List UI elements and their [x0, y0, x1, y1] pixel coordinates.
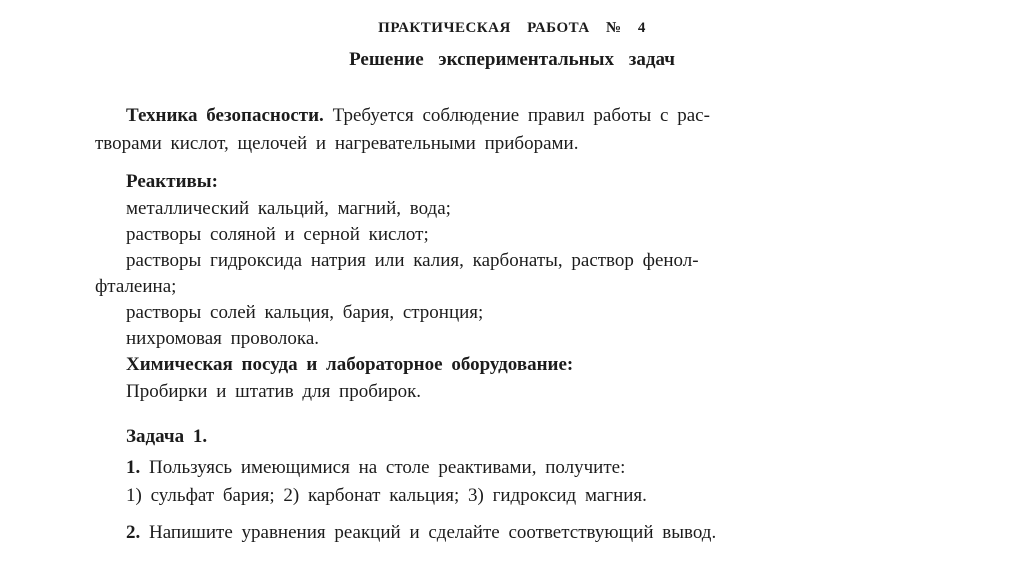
- safety-heading: Техника безопасности.: [126, 105, 324, 126]
- task-item-1-number: 1.: [126, 457, 141, 478]
- task-heading: Задача 1.: [126, 426, 208, 447]
- page-title: ПРАКТИЧЕСКАЯ РАБОТА № 4: [378, 20, 646, 36]
- reagents-heading: Реактивы:: [126, 171, 218, 192]
- reagents-line-1: металлический кальций, магний, вода;: [126, 198, 451, 219]
- task-item-2-text: Напишите уравнения реакций и сделайте соответствующий вывод.: [149, 522, 717, 543]
- reagents-line-6: нихромовая проволока.: [126, 328, 320, 349]
- page-subtitle: Решение экспериментальных задач: [349, 49, 675, 70]
- reagents-line-3: растворы гидроксида натрия или калия, карбонаты, раствор фенол-: [126, 250, 699, 271]
- task-item-1-line-2: 1) сульфат бария; 2) карбонат кальция; 3) гидроксид магния.: [126, 485, 647, 506]
- task-item-2: [126, 521, 716, 545]
- equipment-text: Пробирки и штатив для пробирок.: [126, 381, 422, 402]
- task-item-1: [126, 456, 625, 480]
- task-item-1-text: Пользуясь имеющимися на столе реактивами, получите:: [149, 457, 626, 478]
- reagents-line-5: растворы солей кальция, бария, стронция;: [126, 302, 484, 323]
- task-item-2-number: 2.: [126, 522, 141, 543]
- safety-text-line-1: Требуется соблюдение правил работы с рас-: [332, 105, 710, 126]
- reagents-line-2: растворы соляной и серной кислот;: [126, 224, 429, 245]
- safety-text-line-2: творами кислот, щелочей и нагревательными приборами.: [95, 133, 579, 154]
- reagents-line-4: фталеина;: [95, 276, 177, 297]
- safety-paragraph-line-1: [126, 104, 710, 128]
- equipment-heading: Химическая посуда и лабораторное оборудование:: [126, 354, 574, 375]
